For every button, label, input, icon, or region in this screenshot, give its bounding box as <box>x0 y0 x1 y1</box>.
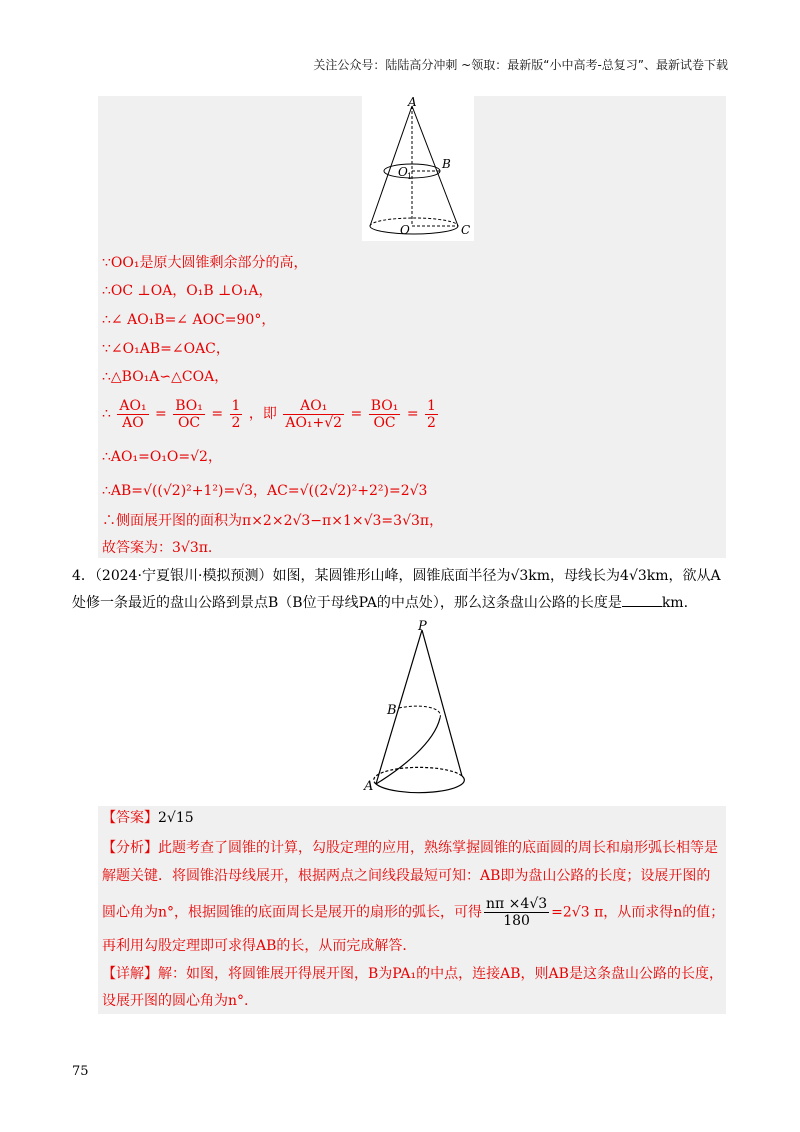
page-header: 关注公众号：陆陆高分冲刺 ~领取：最新版“小中高考-总复习”、最新试卷下载 <box>313 58 728 72</box>
frac-den: 2 <box>231 414 241 431</box>
analysis-text-1: 此题考查了圆锥的计算，勾股定理的应用，熟练掌握圆锥的底面圆的周长和扇形弧长相等是 <box>158 840 718 856</box>
answer-blank[interactable] <box>622 594 662 607</box>
solution-line-6 <box>102 396 440 432</box>
analysis-line-3 <box>102 896 724 929</box>
analysis-tag: 【分析】 <box>102 840 158 856</box>
solution-line-2: ∴OC ⊥OA，O₁B ⊥O₁A， <box>102 283 273 299</box>
label-O1-subscript: 1 <box>407 172 413 181</box>
fraction-AO1-AO <box>117 398 148 431</box>
equals: = <box>350 406 363 422</box>
frac-num: 1 <box>231 397 241 414</box>
solution-line-9: ∴侧面展开图的面积为π×2×2√3−π×1×√3=3√3π， <box>102 513 444 529</box>
detail-tag: 【详解】 <box>102 966 158 982</box>
answer-tag: 【答案】 <box>102 810 158 826</box>
cone2-base-back <box>374 767 462 784</box>
frac-den: OC <box>373 414 396 431</box>
label-O1: O <box>398 165 408 179</box>
analysis-line-1 <box>102 838 718 858</box>
frac-den: AO <box>122 414 144 431</box>
equals: = <box>155 406 167 422</box>
page-number: 75 <box>72 1064 89 1079</box>
frac-num: BO₁ <box>370 397 399 414</box>
cone2-base-front <box>376 776 464 793</box>
question-4-unit: km. <box>661 595 689 611</box>
label-A2: A <box>364 779 374 794</box>
fraction-half-2 <box>425 398 438 431</box>
label-C: C <box>461 223 471 237</box>
frac-den: OC <box>177 414 201 431</box>
fraction-BO1-OC-2 <box>369 398 401 431</box>
question-4-line-2 <box>72 593 688 613</box>
label-P: P <box>418 619 427 634</box>
question-number: 4． <box>72 568 95 584</box>
question-4-line-1 <box>72 566 721 586</box>
figure-cone-1 <box>362 96 474 241</box>
analysis-text-3b: =2√3 π，从而求得n的值； <box>551 904 725 921</box>
solution-line-1: ∵OO₁是原大圆锥剩余部分的高， <box>102 255 308 271</box>
cone1-base-back <box>370 218 458 226</box>
question-4-text-1: （2024·宁夏银川·模拟预测）如图，某圆锥形山峰，圆锥底面半径为√3km，母线长为4√3km，欲从A <box>94 568 721 584</box>
cone2-right-edge <box>422 630 462 776</box>
detail-text-1: 解：如图，将圆锥展开得展开图，B为PA₁的中点，连接AB，则AB是这条盘山公路的长度， <box>158 966 723 982</box>
equals: = <box>211 406 224 422</box>
frac-den: 180 <box>503 913 530 929</box>
equals: = <box>406 406 419 422</box>
sol6-prefix: ∴ <box>102 406 111 422</box>
frac-den: AO₁+√2 <box>285 414 343 431</box>
analysis-text-3a: 圆心角为n°，根据圆锥的底面周长是展开的扇形的弧长，可得 <box>102 904 483 921</box>
detail-line-1 <box>102 964 723 984</box>
answer-line <box>102 808 194 828</box>
frac-num: BO₁ <box>175 397 203 414</box>
frac-den: 2 <box>427 414 436 431</box>
label-B2: B <box>387 703 397 718</box>
frac-num: nπ ×4√3 <box>486 896 548 912</box>
fraction-arc <box>484 896 549 929</box>
cone-diagram-2 <box>362 618 472 796</box>
cone2-path-hidden <box>399 706 440 718</box>
figure-cone-2 <box>362 618 472 796</box>
analysis-line-4: 再利用勾股定理即可求得AB的长，从而完成解答． <box>102 938 417 954</box>
solution-line-10: 故答案为：3√3π. <box>102 540 213 556</box>
cone2-left-edge <box>376 630 422 784</box>
frac-num: AO₁ <box>119 397 147 414</box>
label-O: O <box>400 223 410 237</box>
cone1-base-front <box>370 226 458 234</box>
detail-line-2: 设展开图的圆心角为n°. <box>102 993 249 1009</box>
fraction-AO1-sum <box>283 398 344 431</box>
solution-line-3: ∴∠ AO₁B=∠ AOC=90°， <box>102 312 276 328</box>
frac-num: 1 <box>427 397 436 414</box>
question-4-text-2: 处修一条最近的盘山公路到景点B（B位于母线PA的中点处），那么这条盘山公路的长度是 <box>72 595 622 611</box>
cone1-right-edge <box>412 106 458 226</box>
solution-line-7: ∴AO₁=O₁O=√2， <box>102 449 222 465</box>
fraction-half <box>230 398 243 431</box>
frac-num: AO₁ <box>283 398 344 415</box>
solution-line-8: ∴AB=√((√2)²+1²)=√3，AC=√((2√2)²+2²)=2√3 <box>102 483 428 499</box>
answer-value: 2√15 <box>158 810 194 826</box>
sol6-mid: ，即 <box>248 406 277 422</box>
cone-diagram-1 <box>362 96 474 241</box>
solution-line-4: ∵∠O₁AB=∠OAC， <box>102 341 230 357</box>
analysis-line-2: 解题关键．将圆锥沿母线展开，根据两点之间线段最短可知：AB即为盘山公路的长度；设展开图的 <box>102 868 711 884</box>
fraction-BO1-OC <box>173 398 205 431</box>
label-A: A <box>408 96 417 109</box>
solution-line-5: ∴△BO₁A∽△COA， <box>102 369 229 385</box>
label-B: B <box>442 157 451 171</box>
